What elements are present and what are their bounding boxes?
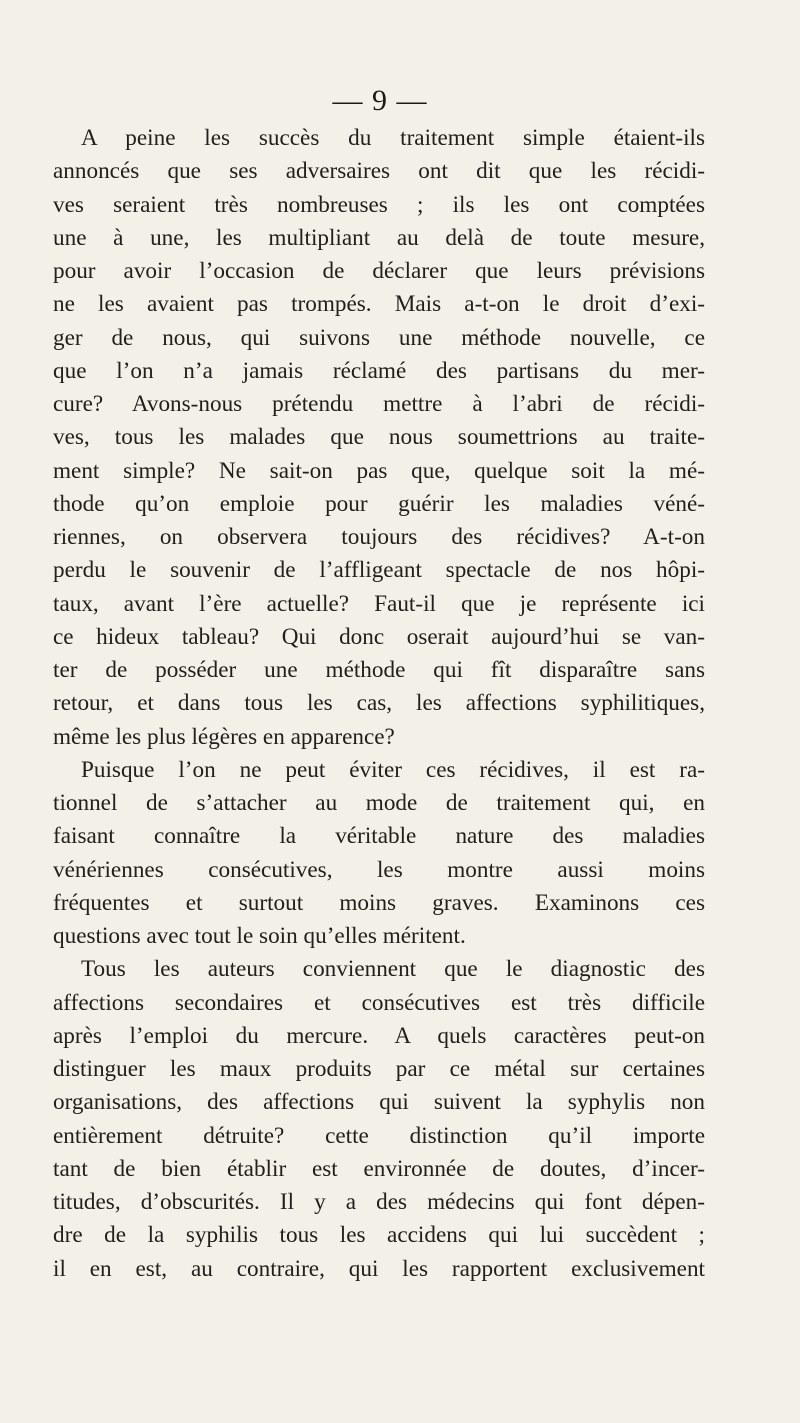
text-line: pour avoir l’occasion de déclarer que leurs prévisions [53, 258, 705, 284]
text-line: retour, et dans tous les cas, les affections syphilitiques, [53, 690, 705, 717]
text-line: fréquentes et surtout moins graves. Examinons ces [53, 889, 705, 916]
text-line: A peine les succès du traitement simple étaient-ils [81, 125, 705, 151]
text-line: ment simple? Ne sait-on pas que, quelque soit la mé- [53, 457, 705, 484]
text-line: cure? Avons-nous prétendu mettre à l’abri de récidi- [53, 391, 705, 417]
text-line: entièrement détruite? cette distinction qu’il importe [53, 1122, 705, 1149]
text-line: faisant connaître la véritable nature des maladies [53, 823, 705, 850]
text-line: que l’on n’a jamais réclamé des partisans du mer- [53, 357, 705, 384]
text-line: après l’emploi du mercure. A quels caractères peut-on [53, 1022, 705, 1049]
body-text [53, 122, 705, 1286]
text-line: perdu le souvenir de l’affligeant spectacle de nos hôpi- [53, 557, 705, 584]
text-line: ves seraient très nombreuses ; ils les ont comptées [53, 191, 705, 218]
text-line: dre de la syphilis tous les accidens qui lui succèdent ; [53, 1222, 705, 1249]
text-line: organisations, des affections qui suivent la syphylis non [53, 1089, 705, 1116]
text-line: ce hideux tableau? Qui donc oserait aujourd’hui se van- [53, 623, 705, 650]
text-line: taux, avant l’ère actuelle? Faut-il que je représente ici [53, 590, 705, 617]
text-line: riennes, on observera toujours des récidives? A-t-on [53, 524, 705, 550]
text-line: vénériennes consécutives, les montre aussi moins [53, 856, 705, 883]
text-line: affections secondaires et consécutives est très difficile [53, 989, 705, 1016]
text-line: Puisque l’on ne peut éviter ces récidives, il est ra- [81, 756, 705, 783]
text-line: tant de bien établir est environnée de doutes, d’incer- [53, 1155, 705, 1182]
page-number: — 9 — [332, 84, 428, 117]
text-line: ter de posséder une méthode qui fît disparaître sans [53, 657, 705, 683]
text-line: même les plus légères en apparence? [53, 723, 395, 750]
text-line: il en est, au contraire, qui les rapportent exclusivement [53, 1255, 705, 1282]
text-line: ger de nous, qui suivons une méthode nouvelle, ce [53, 324, 705, 351]
text-line: tionnel de s’attacher au mode de traitement qui, en [53, 790, 705, 816]
text-line: ne les avaient pas trompés. Mais a-t-on le droit d’exi- [53, 291, 705, 318]
text-line: questions avec tout le soin qu’elles méritent. [53, 923, 466, 949]
text-line: annoncés que ses adversaires ont dit que les récidi- [53, 158, 705, 185]
text-line: thode qu’on emploie pour guérir les maladies véné- [53, 490, 705, 517]
text-line: une à une, les multipliant au delà de toute mesure, [53, 224, 705, 251]
text-line: distinguer les maux produits par ce métal sur certaines [53, 1056, 705, 1082]
text-line: ves, tous les malades que nous soumettrions au traite- [53, 424, 705, 451]
text-line: Tous les auteurs conviennent que le diagnostic des [81, 956, 705, 983]
text-line: titudes, d’obscurités. Il y a des médecins qui font dépen- [53, 1189, 705, 1215]
